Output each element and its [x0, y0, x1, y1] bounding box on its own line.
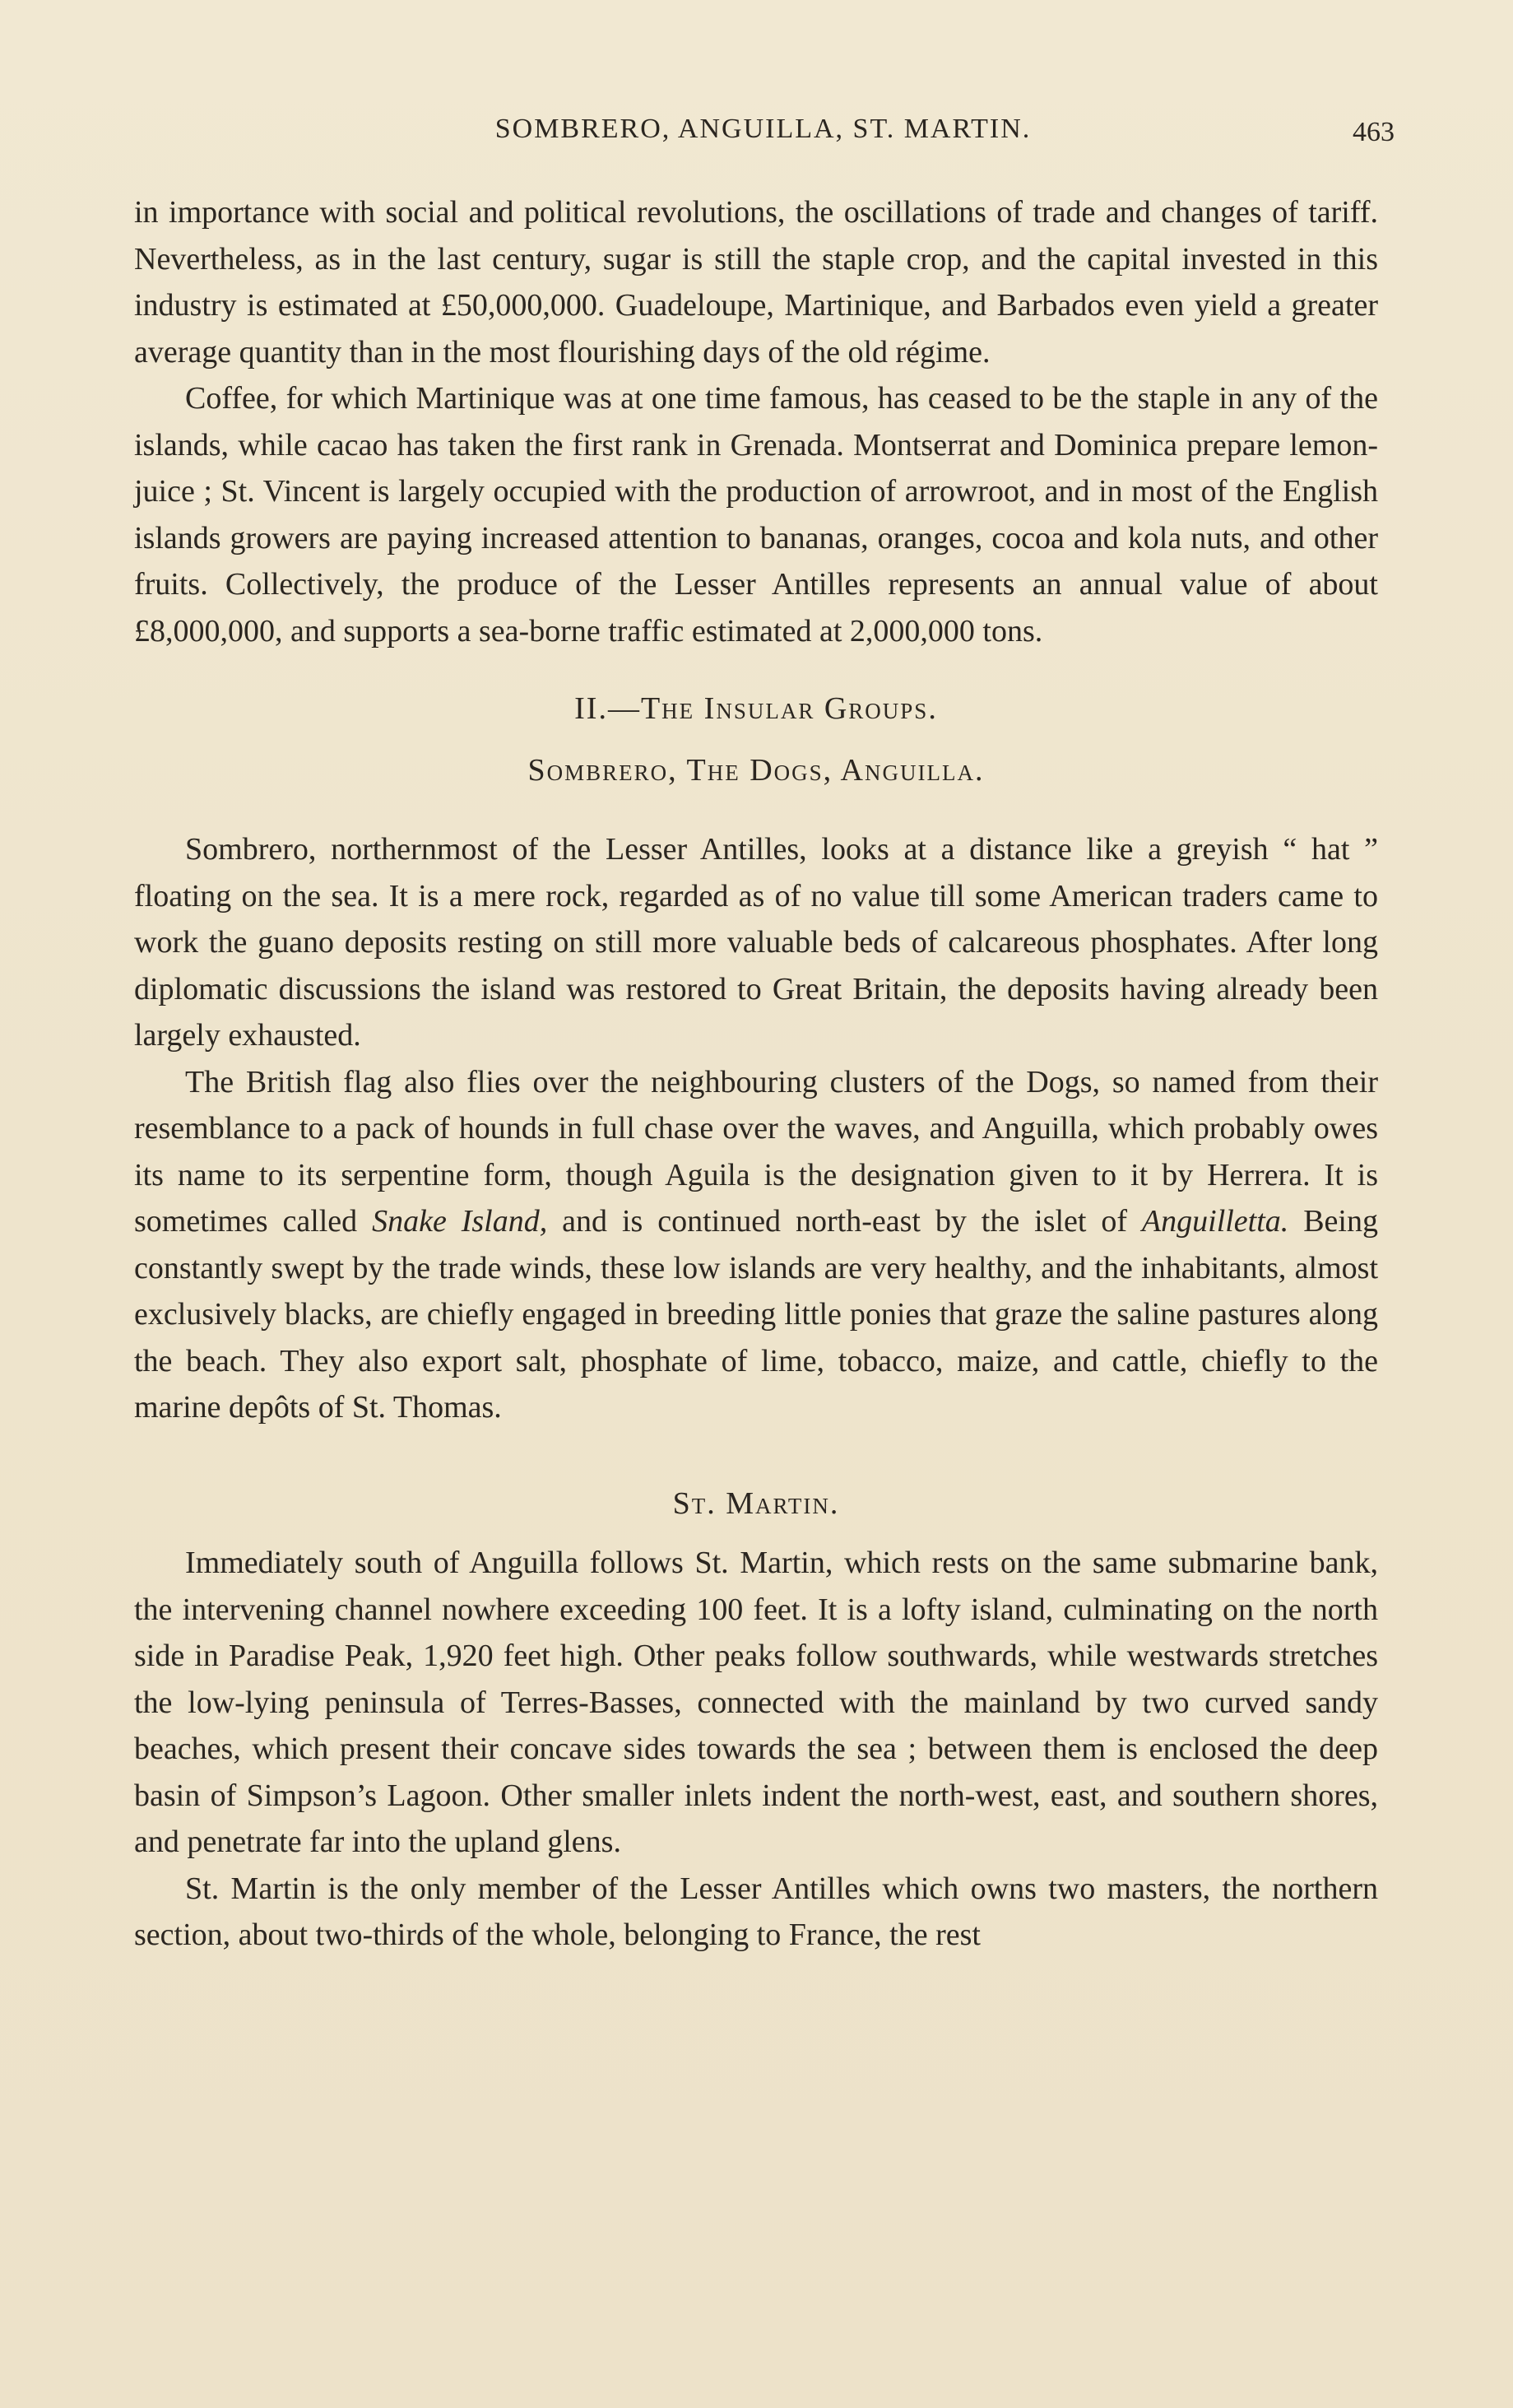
paragraph-st-martin: Immediately south of Anguilla follows St. Martin, which rests on the same submarine bank, the intervening channel nowhere exceeding 100 feet. It is a lofty island, culminating on the north side in Paradise Peak, 1,920 feet high. Other peaks follow southwards, while westwards stretches the low-lying peninsula of Terres-Basses, connected with the mainland by two curved sandy beaches, which present their concave sides towards the sea ; between them is enclosed the deep basin of Simpson’s Lagoon. Other smaller inlets indent the north-west, east, and southern shores, and penetrate far into the upland glens. — [134, 1546, 1378, 1859]
subsection-heading-st-martin: St. Martin. — [672, 1485, 840, 1521]
running-title: SOMBRERO, ANGUILLA, ST. MARTIN. — [494, 114, 1032, 144]
page-body — [134, 189, 1378, 1959]
italic-anguilletta: Anguilletta. — [1141, 1204, 1289, 1239]
paragraph-continued: in importance with social and political revolutions, the oscillations of trade and changes of tariff. Nevertheless, as in the last century, sugar is still the staple crop, and the capital invested in this industry is estimated at £50,000,000. Guadeloupe, Martinique, and Barbados even yield a greater average quantity than in the most flourishing days of the old régime. — [134, 195, 1378, 370]
paragraph-text: The British flag also flies over the neighbouring clusters of the Dogs, so named from their resemblance to a pack of hounds in full chase over the waves, and Anguilla, which probably owes its name to its serpentine form, though Aguila is the designation given to it by Herrera. It is sometimes called — [134, 1064, 1378, 1239]
paragraph-text: and is continued north-east by the islet of — [547, 1204, 1142, 1239]
paragraph-sombrero: Sombrero, northernmost of the Lesser Antilles, looks at a distance like a greyish “ hat ” floating on the sea. It is a mere rock, regarded as of no value till some American traders came to work the guano deposits resting on still more valuable beds of calcareous phosphates. After long diplomatic discussions the island was restored to Great Britain, the deposits having already been largely exhausted. — [134, 832, 1378, 1053]
section-heading: II.—The Insular Groups. — [574, 691, 938, 726]
italic-snake-island: Snake Island, — [372, 1204, 548, 1239]
subsection-heading-sombrero: Sombrero, The Dogs, Anguilla. — [527, 752, 985, 788]
paragraph-text: Being constantly swept by the trade winds, these low islands are very healthy, and the inhabitants, almost exclusively blacks, are chiefly engaged in breeding little ponies that graze the saline pastures along the beach. They also export salt, phosphate of lime, tobacco, maize, and cattle, chiefly to the marine depôts of St. Thomas. — [134, 1204, 1378, 1425]
paragraph-two-masters: St. Martin is the only member of the Lesser Antilles which owns two masters, the northern section, about two-thirds of the whole, belonging to France, the rest — [134, 1871, 1378, 1952]
page-header — [132, 114, 1395, 155]
paragraph-coffee: Coffee, for which Martinique was at one time famous, has ceased to be the staple in any of the islands, while cacao has taken the first rank in Grenada. Montserrat and Dominica prepare lemon-juice ; St. Vincent is largely occupied with the production of arrowroot, and in most of the English islands growers are paying increased attention to bananas, oranges, cocoa and kola nuts, and other fruits. Collectively, the produce of the Lesser Antilles represents an annual value of about £8,000,000, and supports a sea-borne traffic estimated at 2,000,000 tons. — [134, 381, 1378, 648]
page-number: 463 — [1353, 117, 1395, 147]
paragraph-dogs-anguilla — [134, 1059, 1378, 1431]
